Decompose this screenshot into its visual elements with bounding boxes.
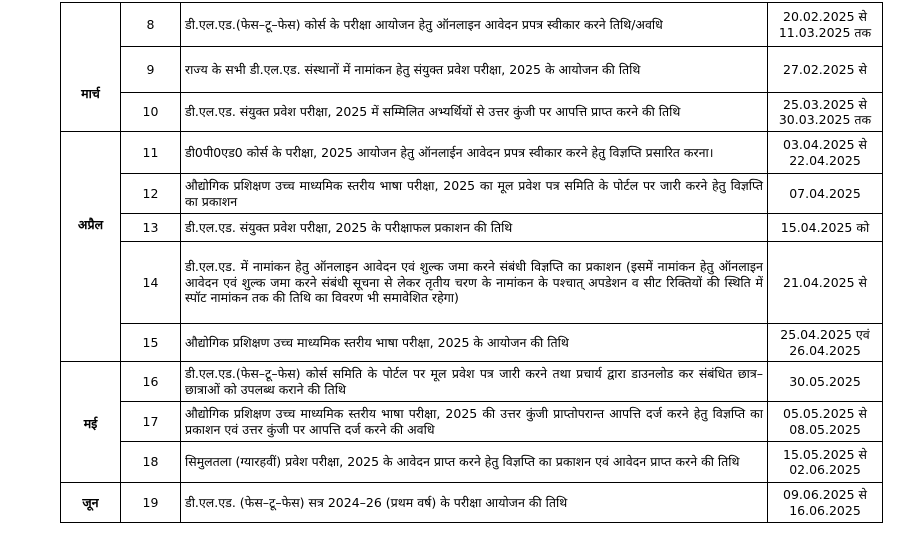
month-june: जून xyxy=(61,483,121,523)
table-row xyxy=(61,214,883,242)
row-number: 16 xyxy=(121,362,181,402)
table-row xyxy=(61,442,883,483)
row-number: 10 xyxy=(121,93,181,132)
row-number: 18 xyxy=(121,442,181,483)
row-date: 09.06.2025 से 16.06.2025 xyxy=(768,483,883,523)
row-number: 8 xyxy=(121,3,181,47)
row-number: 14 xyxy=(121,242,181,324)
row-date: 15.04.2025 को xyxy=(768,214,883,242)
row-number: 9 xyxy=(121,47,181,93)
row-description: डी.एल.एड.(फेस–टू–फेस) कोर्स समिति के पोर्टल पर मूल प्रवेश पत्र जारी करने तथा प्रचार्य द्वारा डाउनलोड कर संबंधित छात्र–छात्राओं को उपलब्ध कराने की तिथि xyxy=(181,362,768,402)
table-row xyxy=(61,93,883,132)
month-may: मई xyxy=(61,362,121,483)
month-april: अप्रैल xyxy=(61,132,121,362)
row-description: डी.एल.एड. (फेस–टू–फेस) सत्र 2024–26 (प्रथम वर्ष) के परीक्षा आयोजन की तिथि xyxy=(181,483,768,523)
table-row xyxy=(61,402,883,442)
schedule-table xyxy=(60,2,883,523)
row-number: 17 xyxy=(121,402,181,442)
table-row xyxy=(61,174,883,214)
row-description: डी.एल.एड.(फेस–टू–फेस) कोर्स के परीक्षा आयोजन हेतु ऑनलाइन आवेदन प्रपत्र स्वीकार करने तिथि/अवधि xyxy=(181,3,768,47)
row-description: डी.एल.एड. में नामांकन हेतु ऑनलाइन आवेदन एवं शुल्क जमा करने संबंधी विज्ञप्ति का प्रकाशन (इसमें नामांकन हेतु ऑनलाइन आवेदन एवं शुल्क जमा करने संबंधी सूचना से लेकर तृतीय चरण के नामांकन के पश्चात् अपडेशन व सीट रिक्तियों की स्थिति में स्पॉट नामांकन तक की तिथि का विवरण भी समावेशित रहेगा) xyxy=(181,242,768,324)
row-description: राज्य के सभी डी.एल.एड. संस्थानों में नामांकन हेतु संयुक्त प्रवेश परीक्षा, 2025 के आयोजन की तिथि xyxy=(181,47,768,93)
row-description: डी.एल.एड. संयुक्त प्रवेश परीक्षा, 2025 के परीक्षाफल प्रकाशन की तिथि xyxy=(181,214,768,242)
row-description: औद्योगिक प्रशिक्षण उच्च माध्यमिक स्तरीय भाषा परीक्षा, 2025 का मूल प्रवेश पत्र समिति के पोर्टल पर जारी करने हेतु विज्ञप्ति का प्रकाशन xyxy=(181,174,768,214)
row-number: 15 xyxy=(121,324,181,362)
row-date: 25.04.2025 एवं 26.04.2025 xyxy=(768,324,883,362)
row-date: 21.04.2025 से xyxy=(768,242,883,324)
table-row xyxy=(61,324,883,362)
row-date: 30.05.2025 xyxy=(768,362,883,402)
row-date: 20.02.2025 से 11.03.2025 तक xyxy=(768,3,883,47)
row-description: औद्योगिक प्रशिक्षण उच्च माध्यमिक स्तरीय भाषा परीक्षा, 2025 के आयोजन की तिथि xyxy=(181,324,768,362)
row-date: 03.04.2025 से 22.04.2025 xyxy=(768,132,883,174)
table-row xyxy=(61,3,883,47)
row-number: 11 xyxy=(121,132,181,174)
table-row xyxy=(61,483,883,523)
row-number: 12 xyxy=(121,174,181,214)
row-date: 27.02.2025 से xyxy=(768,47,883,93)
row-date: 15.05.2025 से 02.06.2025 xyxy=(768,442,883,483)
row-description: डी0पी0एड0 कोर्स के परीक्षा, 2025 आयोजन हेतु ऑनलाईन आवेदन प्रपत्र स्वीकार करने हेतु विज्ञप्ति प्रसारित करना। xyxy=(181,132,768,174)
table-row xyxy=(61,242,883,324)
row-description: डी.एल.एड. संयुक्त प्रवेश परीक्षा, 2025 में सम्मिलित अभ्यर्थियों से उत्तर कुंजी पर आपत्ति प्राप्त करने की तिथि xyxy=(181,93,768,132)
row-description: सिमुलतला (ग्यारहवीं) प्रवेश परीक्षा, 2025 के आवेदन प्राप्त करने हेतु विज्ञप्ति का प्रकाशन एवं आवेदन प्राप्त करने की तिथि xyxy=(181,442,768,483)
row-number: 13 xyxy=(121,214,181,242)
row-date: 25.03.2025 से 30.03.2025 तक xyxy=(768,93,883,132)
row-date: 07.04.2025 xyxy=(768,174,883,214)
row-number: 19 xyxy=(121,483,181,523)
month-march: मार्च xyxy=(61,3,121,132)
table-row xyxy=(61,47,883,93)
table-row xyxy=(61,362,883,402)
row-description: औद्योगिक प्रशिक्षण उच्च माध्यमिक स्तरीय भाषा परीक्षा, 2025 की उत्तर कुंजी प्राप्तोपरान्त आपत्ति दर्ज करने हेतु विज्ञप्ति का प्रकाशन एवं उत्तर कुंजी पर आपत्ति दर्ज करने की अवधि xyxy=(181,402,768,442)
table-row xyxy=(61,132,883,174)
row-date: 05.05.2025 से 08.05.2025 xyxy=(768,402,883,442)
